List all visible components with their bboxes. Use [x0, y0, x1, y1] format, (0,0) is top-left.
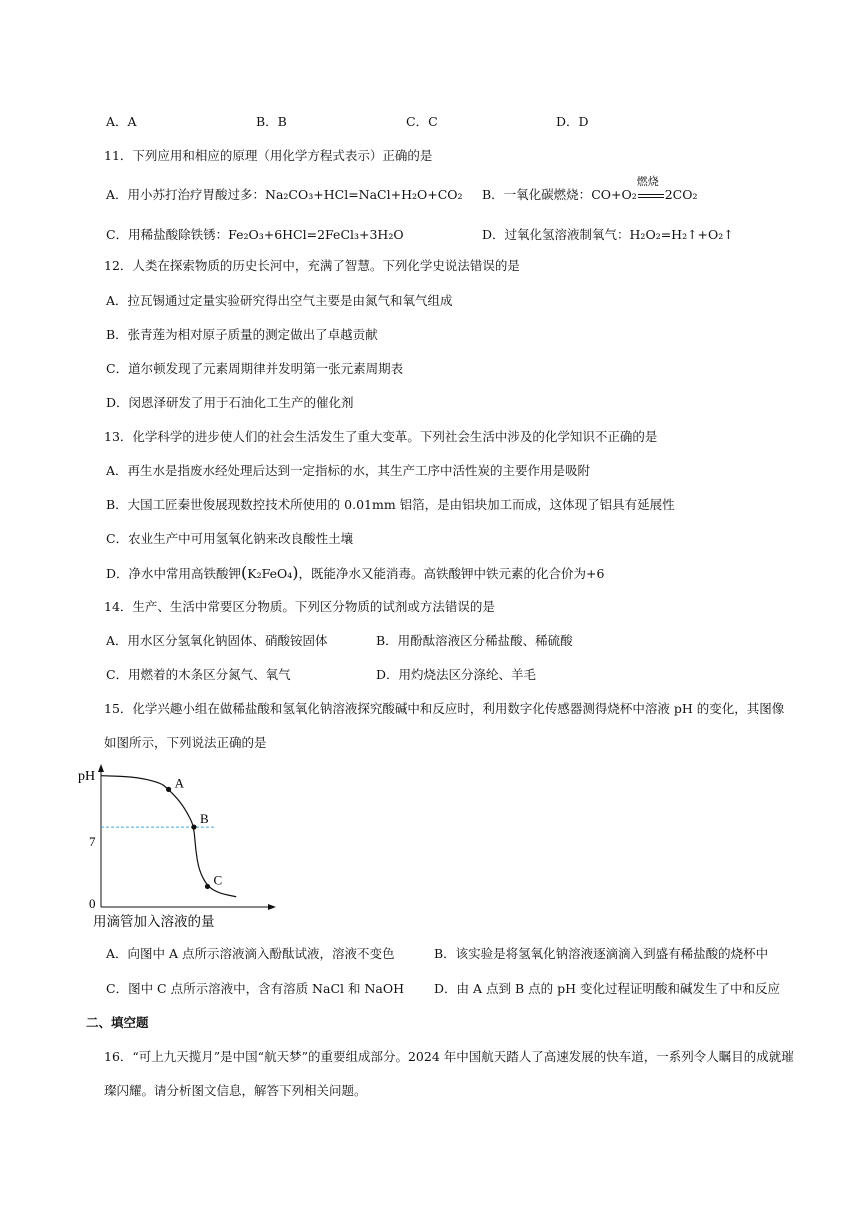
q13-option-b: B．大国工匠秦世俊展现数控技术所使用的 0.01mm 铝箔，是由铝块加工而成，这体现了铝具有延展性: [106, 497, 675, 512]
y-axis-label: pH: [78, 769, 96, 784]
q13-option-d-prefix: D．净水中常用高铁酸钾: [106, 566, 242, 581]
x-axis-arrow: [268, 904, 276, 910]
q13-option-d-suffix: ，既能净水又能消毒。高铁酸钾中铁元素的化合价为+6: [298, 566, 605, 581]
q12-option-a: A．拉瓦锡通过定量实验研究得出空气主要是由氮气和氧气组成: [106, 293, 453, 308]
q10-option-c: C．C: [406, 114, 438, 129]
condition-label: 燃烧: [636, 175, 659, 188]
point-c: [205, 884, 210, 889]
q11-option-d-formula: H₂O₂=H₂↑+O₂↑: [629, 227, 734, 242]
q11-option-c-formula: Fe₂O₃+6HCl=2FeCl₃+3H₂O: [228, 227, 404, 242]
q15-stem-line2: 如图所示，下列说法正确的是: [104, 735, 267, 750]
point-c-label: C: [213, 872, 223, 888]
q15-option-c: C．图中 C 点所示溶液中，含有溶质 NaCl 和 NaOH: [106, 981, 404, 996]
q10-option-d: D．D: [556, 114, 589, 129]
y-axis-arrow: [98, 764, 104, 772]
point-b: [191, 824, 196, 829]
q13-option-a: A．再生水是指废水经处理后达到一定指标的水，其生产工序中活性炭的主要作用是吸附: [106, 463, 591, 478]
paren-open: (: [241, 563, 248, 582]
q15-option-b: B．该实验是将氢氧化钠溶液逐滴滴入到盛有稀盐酸的烧杯中: [434, 946, 769, 961]
q11-option-d: [482, 227, 734, 243]
q10-options: [106, 114, 589, 130]
y-tick-7: 7: [89, 834, 96, 849]
q16-line1: 16．“可上九天揽月”是中国“航天梦”的重要组成部分。2024 年中国航天踏人了高速发展的快车道，一系列令人瞩目的成就璀: [104, 1049, 794, 1064]
q12-option-d: D．闵恩泽研发了用于石油化工生产的催化剂: [106, 395, 354, 410]
q13-stem: 13．化学科学的进步使人们的社会生活发生了重大变革。下列社会生活中涉及的化学知识不正确的是: [104, 429, 658, 444]
q14-option-b: B．用酚酞溶液区分稀盐酸、稀硫酸: [376, 633, 573, 648]
section-title: 二、填空题: [86, 1015, 149, 1030]
q15-stem-line1: 15．化学兴趣小组在做稀盐酸和氢氧化钠溶液探究酸碱中和反应时，利用数字化传感器测得烧杯中溶液 pH 的变化，其图像: [104, 701, 785, 716]
q15-option-a: A．向图中 A 点所示溶液滴入酚酞试液，溶液不变色: [106, 946, 395, 961]
q12-option-b: B．张青莲为相对原子质量的测定做出了卓越贡献: [106, 327, 378, 342]
q11-option-b-left: CO+O₂: [591, 187, 637, 202]
q14-option-a: A．用水区分氢氧化钠固体、硝酸铵固体: [106, 633, 328, 648]
q13-option-d-formula: K₂FeO₄: [247, 566, 293, 581]
y-tick-0: 0: [89, 896, 96, 911]
q11-option-a-formula: Na₂CO₃+HCl=NaCl+H₂O+CO₂: [265, 187, 463, 202]
q11-option-d-prefix: D．过氧化氢溶液制氧气：: [482, 227, 630, 242]
q13-option-d: [106, 565, 604, 582]
q11-option-c: [106, 227, 404, 243]
paren-close: ): [292, 563, 299, 582]
q11-option-b-condition: [636, 175, 665, 203]
q11-option-b: [482, 175, 698, 203]
q16-line2: 璨闪耀。请分析图文信息，解答下列相关问题。: [104, 1083, 367, 1098]
q15-option-d: D．由 A 点到 B 点的 pH 变化过程证明酸和碱发生了中和反应: [434, 981, 780, 996]
q11-option-a: [106, 187, 463, 203]
q11-option-a-prefix: A．用小苏打治疗胃酸过多：: [106, 187, 266, 202]
q14-option-d: D．用灼烧法区分涤纶、羊毛: [376, 667, 537, 682]
q11-stem: 11．下列应用和相应的原理（用化学方程式表示）正确的是: [104, 148, 433, 163]
q12-option-c: C．道尔顿发现了元素周期律并发明第一张元素周期表: [106, 361, 404, 376]
point-b-label: B: [199, 811, 209, 827]
q11-option-b-prefix: B．一氧化碳燃烧：: [482, 187, 592, 202]
q14-stem: 14．生产、生活中常要区分物质。下列区分物质的试剂或方法错误的是: [104, 599, 495, 614]
equals-sign: [638, 194, 664, 198]
q11-option-b-right: 2CO₂: [664, 187, 698, 202]
point-a-label: A: [174, 775, 184, 791]
q12-stem: 12．人类在探索物质的历史长河中，充满了智慧。下列化学史说法错误的是: [104, 258, 520, 273]
point-a: [166, 787, 171, 792]
q13-option-c: C．农业生产中可用氢氧化钠来改良酸性土壤: [106, 531, 354, 546]
q10-option-b: B．B: [256, 114, 287, 129]
q14-option-c: C．用燃着的木条区分氮气、氧气: [106, 667, 291, 682]
q10-option-a: A．A: [106, 114, 137, 129]
ph-chart: [80, 760, 280, 932]
q11-option-c-prefix: C．用稀盐酸除铁锈：: [106, 227, 229, 242]
x-axis-label: 用滴管加入溶液的量: [93, 914, 215, 929]
